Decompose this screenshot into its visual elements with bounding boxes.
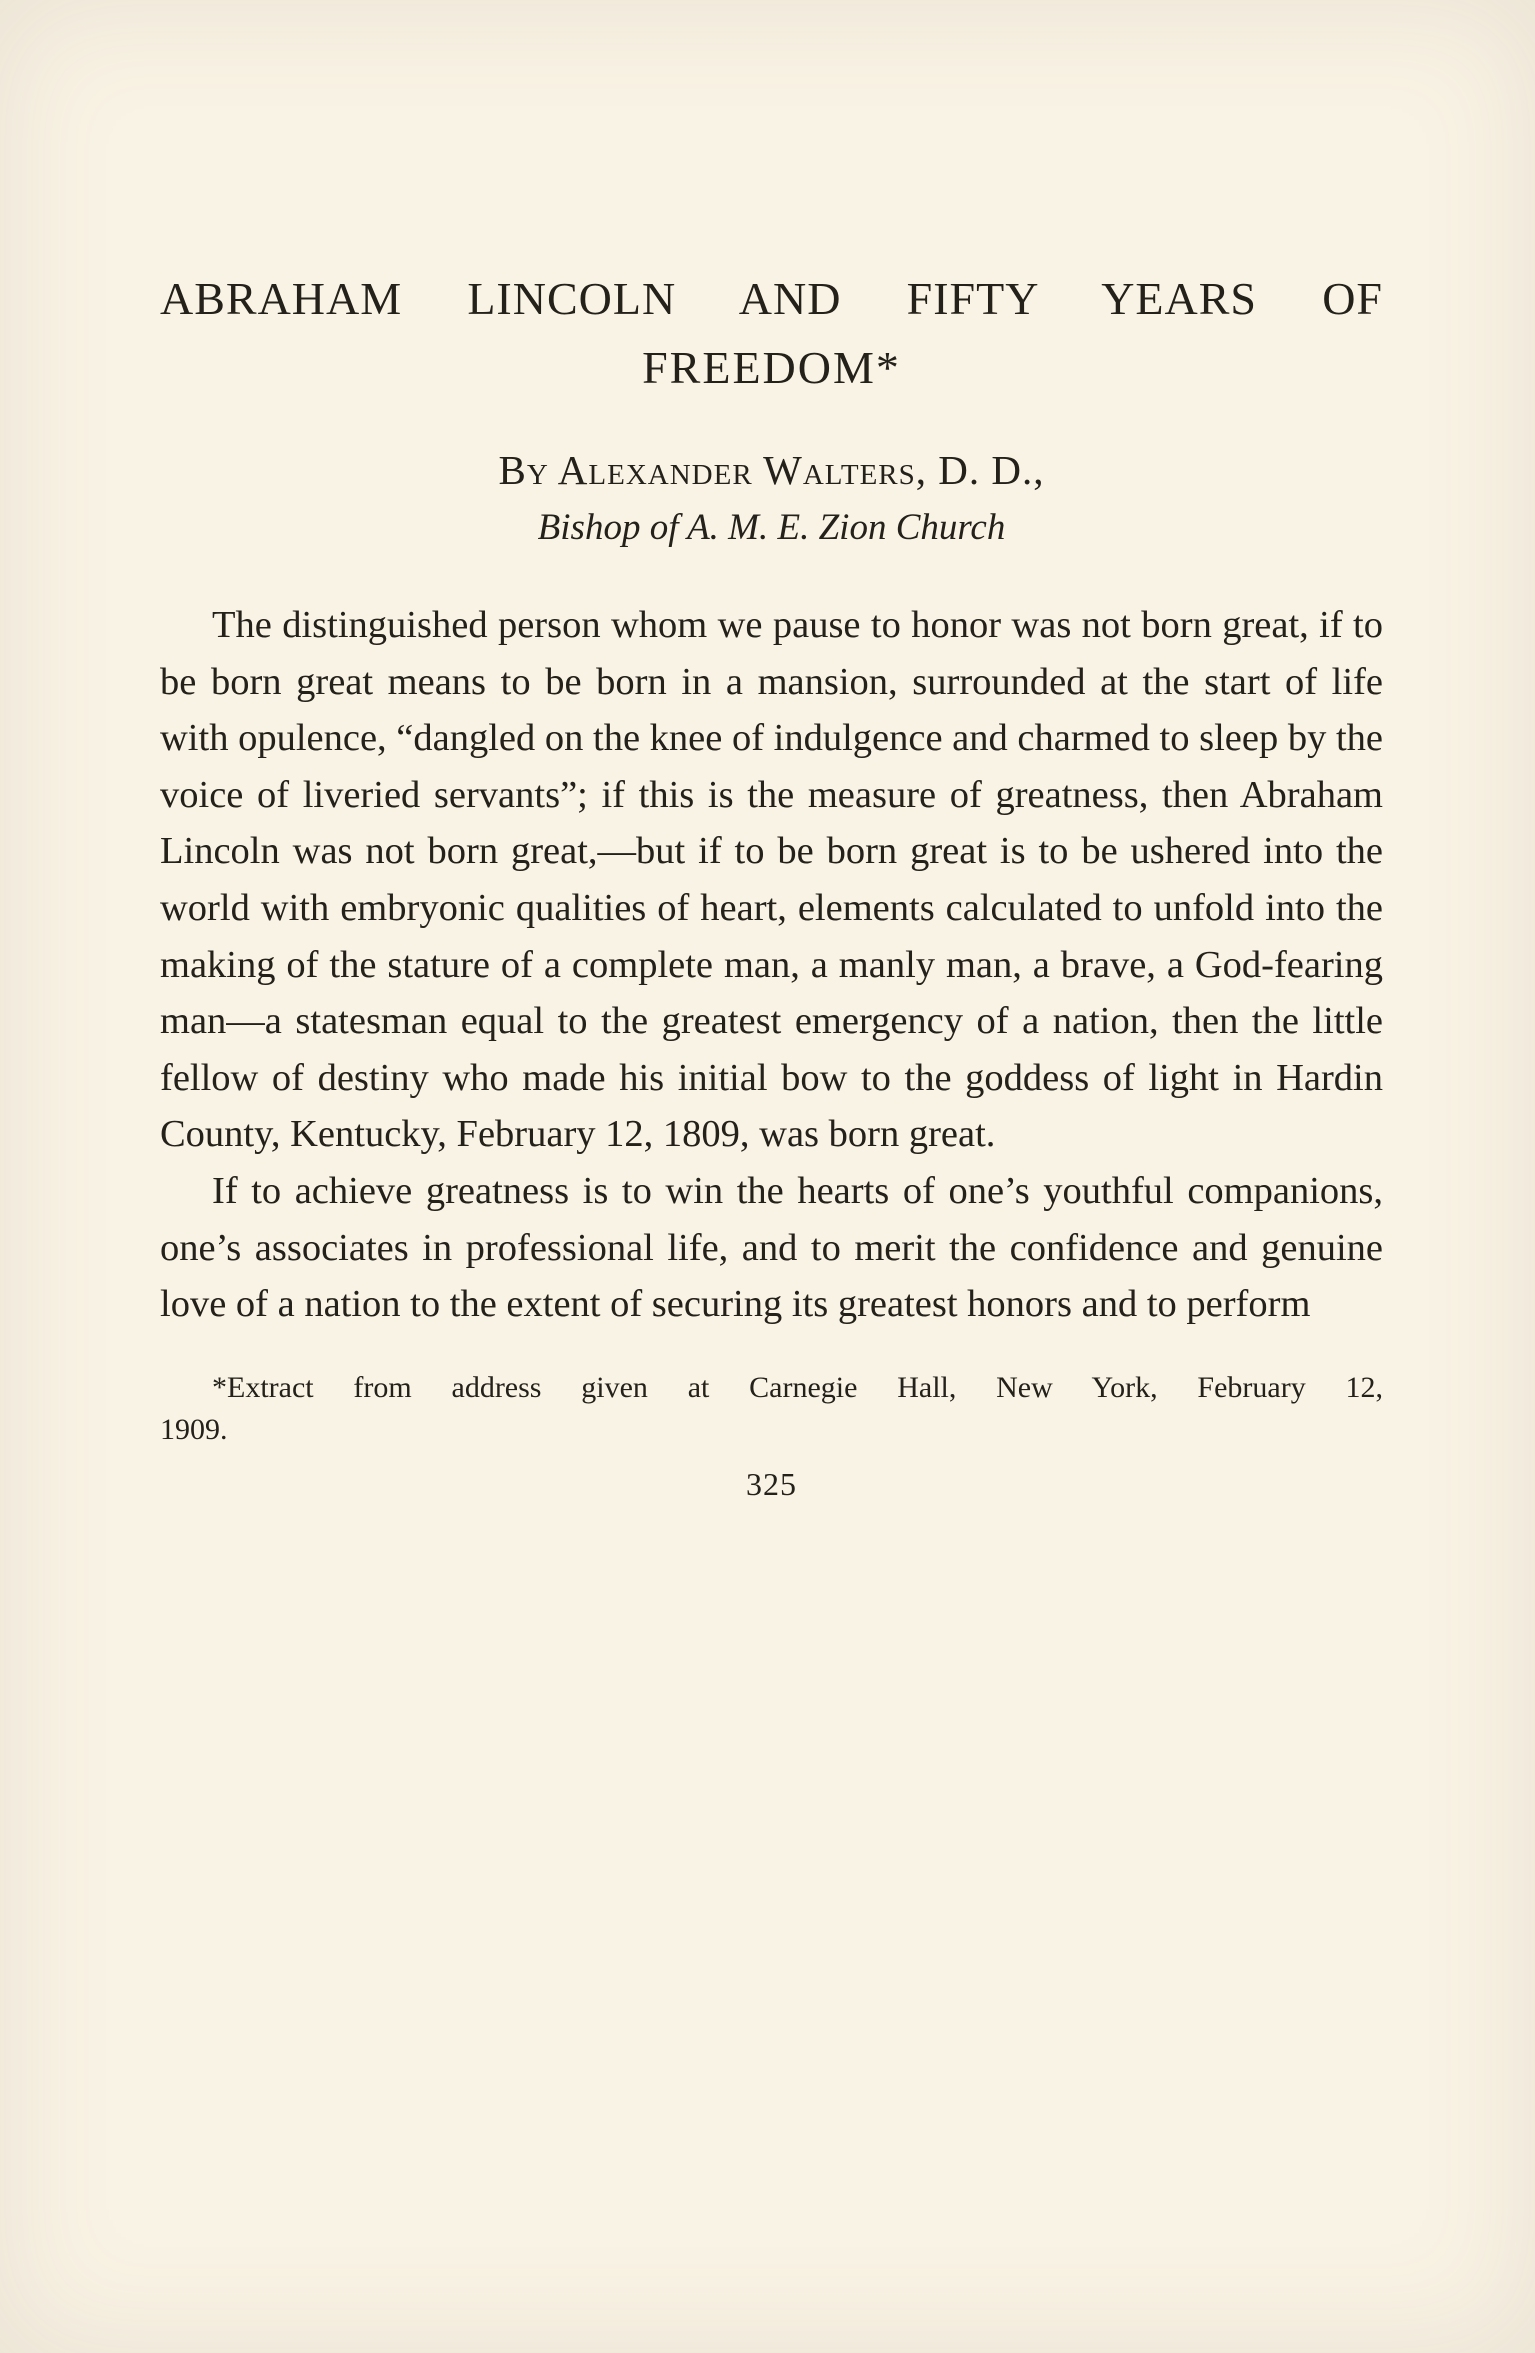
page-title-line2: FREEDOM* [642,342,901,393]
paragraph: If to achieve greatness is to win the hearts of one’s youthful companions, one’s associates in professional life, and to merit the confidence and genuine love of a nation to the extent of securing its greatest honors and to perform [160,1169,1383,1326]
footnote [160,1367,1383,1452]
page-number: 325 [746,1465,797,1502]
byline-author: By Alexander Walters, D. D., [498,447,1045,493]
byline-affiliation: Bishop of A. M. E. Zion Church [537,507,1006,548]
page-title-line1: ABRAHAM LINCOLN AND FIFTY YEARS OF [160,273,1383,324]
paragraph: The distinguished person whom we pause to honor was not born great, if to be born great means to be born in a mansion, surrounded at the start of life with opulence, “dangled on the knee of indulgence and charmed to sleep by the voice of liveried servants”; if this is the measure of greatness, then Abraham Lincoln was not born great,—but if to be born great is to be ushered into the world with embryonic qualities of heart, elements calculated to unfold into the making of the stature of a complete man, a manly man, a brave, a God-fearing man—a statesman equal to the greatest emergency of a nation, then the little fellow of destiny who made his initial bow to the goddess of light in Hardin County, Kentucky, February 12, 1809, was born great. [160,604,1384,1156]
body-text [160,597,1383,1333]
footnote-line1: *Extract from address given at Carnegie Hall, New York, February 12, [212,1370,1383,1404]
chapter-title [160,272,1383,394]
footnote-line2: 1909. [160,1413,228,1447]
